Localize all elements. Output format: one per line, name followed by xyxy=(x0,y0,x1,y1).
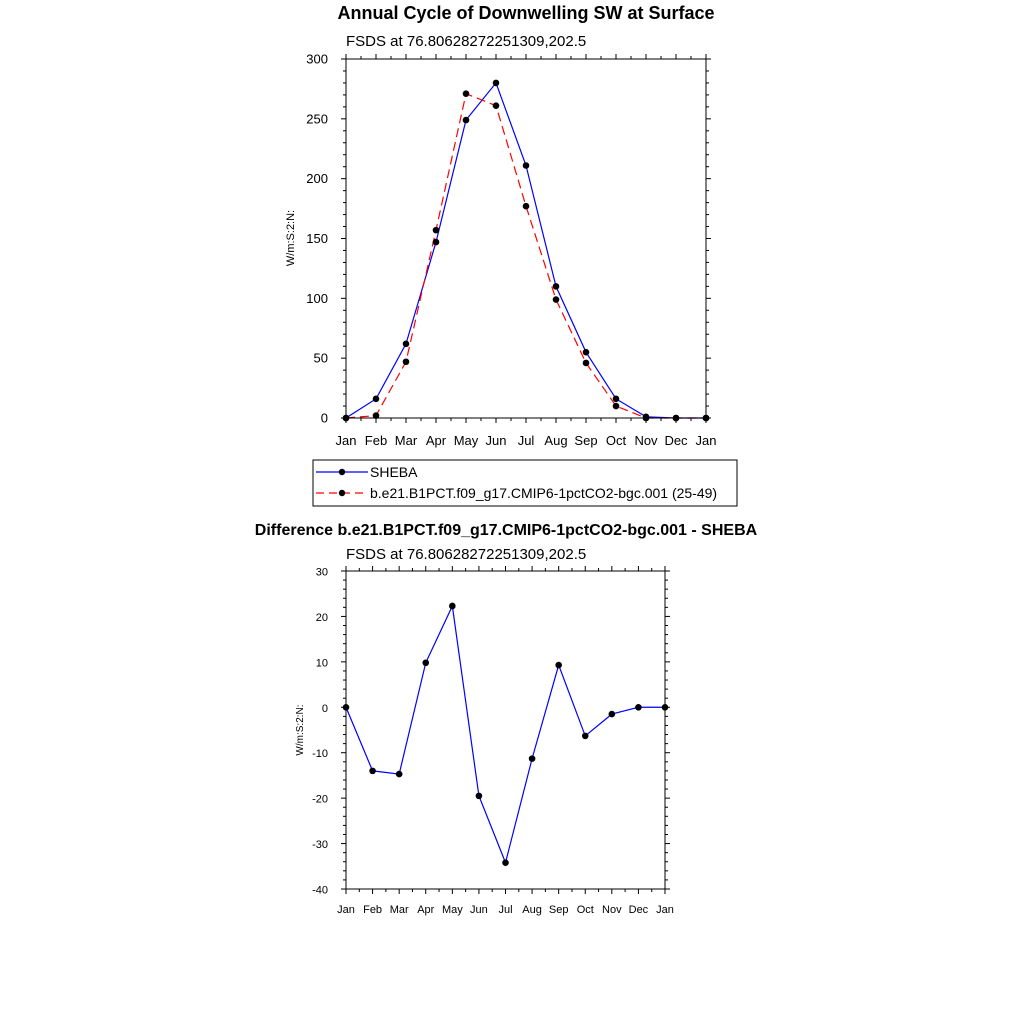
chart1-subtitle: FSDS at 76.80628272251309,202.5 xyxy=(346,33,587,50)
y-tick-label: 50 xyxy=(313,350,328,366)
x-tick-label: Sep xyxy=(574,433,598,448)
x-tick-label: Apr xyxy=(425,433,447,448)
series-0-point xyxy=(609,711,616,718)
series-0-point xyxy=(403,341,410,348)
x-tick-label: Sep xyxy=(548,904,569,916)
series-1-point xyxy=(583,360,590,367)
series-line-1 xyxy=(346,94,706,418)
x-tick-label: Nov xyxy=(634,433,658,448)
series-0-point xyxy=(555,662,562,669)
x-tick-label: Mar xyxy=(394,433,418,448)
y-tick-label: -10 xyxy=(312,748,328,761)
chart1-title: Annual Cycle of Downwelling SW at Surface xyxy=(337,3,715,23)
legend-sheba-marker xyxy=(339,469,345,475)
y-tick-label: 10 xyxy=(315,657,328,670)
y-tick-label: 0 xyxy=(320,410,328,426)
series-1-point xyxy=(463,90,470,97)
x-tick-label: Apr xyxy=(417,904,435,916)
series-line-0 xyxy=(346,606,665,863)
x-tick-label: Oct xyxy=(605,433,627,448)
series-0-point xyxy=(523,162,530,169)
chart2-subtitle: FSDS at 76.80628272251309,202.5 xyxy=(346,546,587,563)
chart1-legend xyxy=(313,460,737,506)
series-0-point xyxy=(502,859,509,866)
series-1-point xyxy=(433,227,440,234)
series-0-point xyxy=(463,117,470,124)
y-tick-label: 20 xyxy=(315,611,328,624)
series-0-point xyxy=(493,80,500,87)
x-tick-label: Aug xyxy=(522,904,542,916)
series-0-point xyxy=(613,396,620,403)
series-1-point xyxy=(403,358,410,365)
y-tick-label: 30 xyxy=(315,566,328,579)
x-tick-label: May xyxy=(441,904,463,916)
chart2-plot-frame xyxy=(346,571,665,889)
legend-sheba-label: SHEBA xyxy=(370,464,418,480)
y-tick-label: -40 xyxy=(312,884,328,897)
x-tick-label: Jun xyxy=(485,433,507,448)
x-tick-label: May xyxy=(453,433,479,448)
x-tick-label: Jan xyxy=(656,904,674,916)
x-tick-label: Mar xyxy=(389,904,409,916)
series-1-point xyxy=(613,403,620,410)
series-1-point xyxy=(553,296,560,303)
chart1-ylabel: W/m:S:2:N: xyxy=(285,209,297,267)
series-0-point xyxy=(373,396,380,403)
x-tick-label: Dec xyxy=(664,433,688,448)
x-tick-label: Nov xyxy=(602,904,622,916)
x-tick-label: Jan xyxy=(695,433,717,448)
series-0-point xyxy=(582,733,589,740)
series-0-point xyxy=(396,771,403,778)
y-tick-label: 300 xyxy=(306,51,328,67)
series-0-point xyxy=(635,704,642,711)
series-0-point xyxy=(449,603,456,610)
x-tick-label: Jul xyxy=(517,433,535,448)
series-line-0 xyxy=(346,83,706,418)
chart2-ylabel: W/m:S:2:N: xyxy=(295,704,306,756)
series-0-point xyxy=(529,755,536,762)
x-tick-label: Feb xyxy=(363,904,383,916)
chart2-title: Difference b.e21.B1PCT.f09_g17.CMIP6-1pctCO2-bgc.001 - SHEBA xyxy=(254,522,758,539)
legend-model-label: b.e21.B1PCT.f09_g17.CMIP6-1pctCO2-bgc.001 (25-49) xyxy=(370,485,718,501)
annual-cycle-chart xyxy=(285,3,737,506)
series-0-point xyxy=(433,239,440,246)
y-tick-label: 0 xyxy=(321,702,328,715)
x-tick-label: Jul xyxy=(498,904,513,916)
series-0-point xyxy=(476,793,483,800)
series-0-point xyxy=(553,283,560,290)
series-1-point xyxy=(493,102,500,109)
x-tick-label: Feb xyxy=(364,433,388,448)
x-tick-label: Jan xyxy=(335,433,357,448)
series-1-point xyxy=(523,203,530,210)
legend-model-marker xyxy=(339,490,345,496)
x-tick-label: Jun xyxy=(470,904,488,916)
series-0-point xyxy=(583,349,590,356)
x-tick-label: Jan xyxy=(337,904,355,916)
y-tick-label: 150 xyxy=(306,231,328,246)
x-tick-label: Oct xyxy=(576,904,594,916)
series-0-point xyxy=(369,768,376,775)
series-0-point xyxy=(422,659,429,666)
y-tick-label: 200 xyxy=(306,171,328,187)
difference-chart xyxy=(255,522,758,916)
y-tick-label: 250 xyxy=(306,111,328,127)
x-tick-label: Dec xyxy=(628,904,649,916)
y-tick-label: -30 xyxy=(312,839,328,852)
chart1-plot-frame xyxy=(346,59,706,418)
y-tick-label: -20 xyxy=(312,793,328,806)
y-tick-label: 100 xyxy=(306,290,328,306)
x-tick-label: Aug xyxy=(544,433,568,448)
